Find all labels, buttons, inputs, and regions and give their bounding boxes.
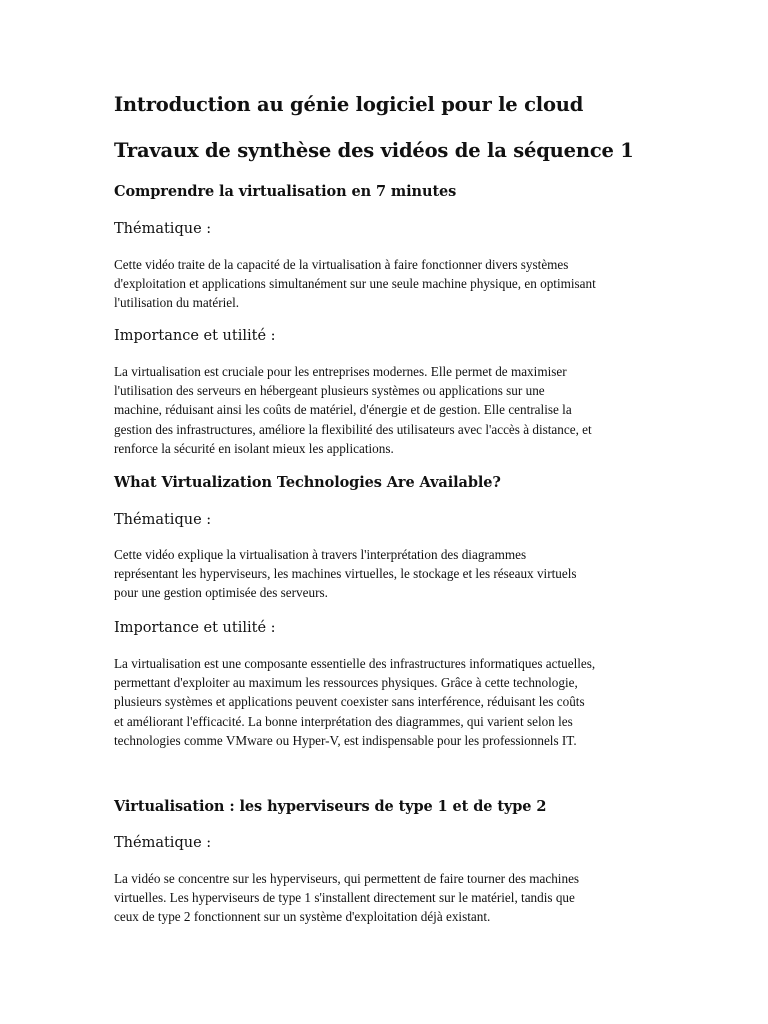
section-1-heading: Comprendre la virtualisation en 7 minutes bbox=[114, 183, 457, 200]
document-subtitle: Travaux de synthèse des vidéos de la séquence 1 bbox=[114, 139, 634, 162]
section-1-thematique-text bbox=[114, 255, 662, 313]
text-line: machine, réduisant ainsi les coûts de matériel, d'énergie et de gestion. Elle centralise la bbox=[114, 402, 572, 418]
section-2-thematique-label: Thématique : bbox=[114, 512, 212, 528]
section-2-importance-text bbox=[114, 654, 662, 750]
section-1-importance-label: Importance et utilité : bbox=[114, 328, 276, 344]
text-line: et améliorant l'efficacité. La bonne interprétation des diagrammes, qui varient selon les bbox=[114, 713, 573, 729]
text-line: La vidéo se concentre sur les hyperviseurs, qui permettent de faire tourner des machines bbox=[114, 871, 580, 886]
section-2-heading: What Virtualization Technologies Are Available? bbox=[114, 474, 501, 491]
text-line: ceux de type 2 fonctionnent sur un système d'exploitation déjà existant. bbox=[114, 909, 491, 925]
text-line: La virtualisation est une composante essentielle des infrastructures informatiques actuelles, bbox=[114, 656, 596, 671]
section-2-thematique-text bbox=[114, 545, 662, 603]
document-title: Introduction au génie logiciel pour le cloud bbox=[114, 93, 584, 116]
text-line: virtuelles. Les hyperviseurs de type 1 s'installent directement sur le matériel, tandis que bbox=[114, 890, 575, 906]
text-line: d'exploitation et applications simultanément sur une seule machine physique, en optimisant bbox=[114, 276, 596, 292]
text-line: technologies comme VMware ou Hyper-V, est indispensable pour les professionnels IT. bbox=[114, 732, 577, 748]
section-1-thematique-label: Thématique : bbox=[114, 221, 212, 237]
section-3-thematique-label: Thématique : bbox=[114, 835, 212, 851]
text-line: représentant les hyperviseurs, les machines virtuelles, le stockage et les réseaux virtuels bbox=[114, 566, 577, 582]
text-line: l'utilisation du matériel. bbox=[114, 295, 240, 311]
section-2-importance-label: Importance et utilité : bbox=[114, 620, 276, 636]
text-line: La virtualisation est cruciale pour les entreprises modernes. Elle permet de maximiser bbox=[114, 364, 567, 379]
section-1-importance-text bbox=[114, 362, 662, 458]
text-line: plusieurs systèmes et applications peuvent coexister sans interférence, réduisant les coûts bbox=[114, 694, 585, 710]
section-3-thematique-text bbox=[114, 869, 662, 927]
text-line: Cette vidéo traite de la capacité de la virtualisation à faire fonctionner divers systèmes bbox=[114, 257, 569, 272]
text-line: pour une gestion optimisée des serveurs. bbox=[114, 585, 328, 601]
text-line: renforce la sécurité en isolant mieux les applications. bbox=[114, 440, 394, 456]
text-line: permettant d'exploiter au maximum les ressources physiques. Grâce à cette technologie, bbox=[114, 675, 578, 691]
text-line: Cette vidéo explique la virtualisation à travers l'interprétation des diagrammes bbox=[114, 547, 527, 562]
text-line: gestion des infrastructures, améliore la flexibilité des utilisateurs avec l'accès à distance, et bbox=[114, 421, 592, 437]
text-line: l'utilisation des serveurs en hébergeant plusieurs systèmes ou applications sur une bbox=[114, 383, 545, 399]
section-3-heading: Virtualisation : les hyperviseurs de type 1 et de type 2 bbox=[114, 798, 547, 815]
